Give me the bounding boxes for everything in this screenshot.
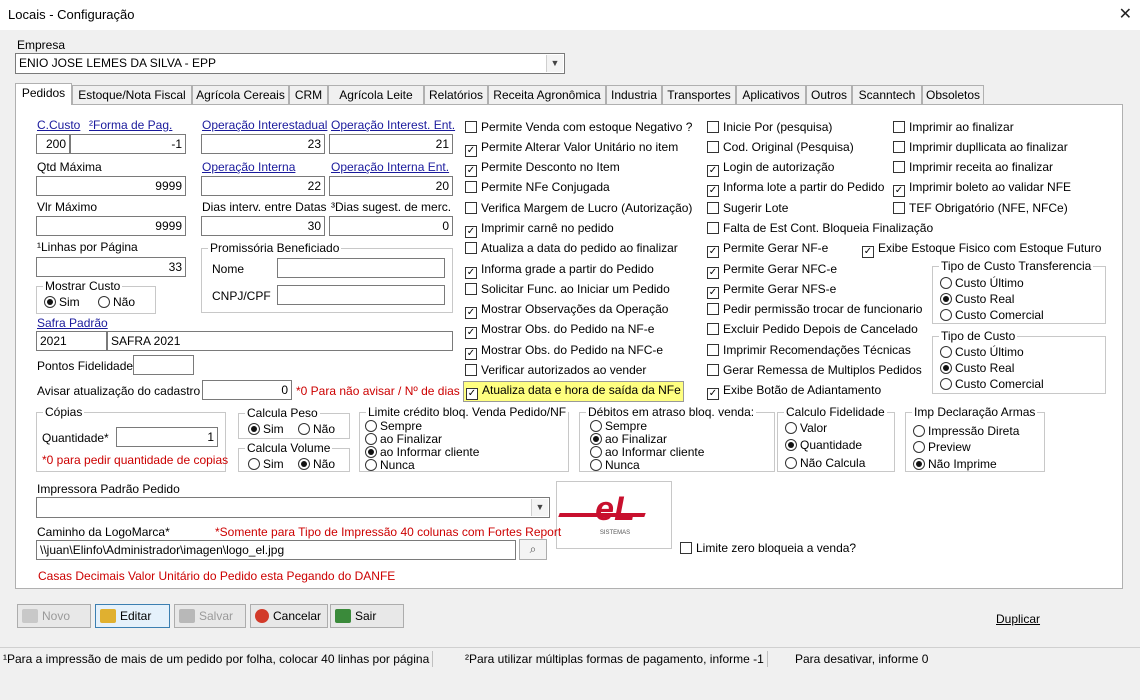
radio-on-icon [913,458,925,470]
checkbox-unchecked-icon [707,364,719,376]
checkbox-unchecked-icon [707,323,719,335]
radio-on-icon [248,423,260,435]
promissoria-cnpj-input[interactable] [277,285,445,305]
check-atualiza-data-pedido[interactable]: Atualiza a data do pedido ao finalizar [465,241,678,256]
check-inicie-por[interactable]: Inicie Por (pesquisa) [707,120,832,135]
check-excluir-pedido[interactable]: Excluir Pedido Depois de Cancelado [707,322,918,337]
check-obs-nfce[interactable]: ✓ Mostrar Obs. do Pedido na NFC-e [466,343,664,359]
logo-preview [556,481,672,549]
tab-scanntech[interactable]: Scanntech [852,85,922,104]
avisar-label: Avisar atualização do cadastro [37,384,201,398]
check-informa-lote[interactable]: ✓ Informa lote a partir do Pedido [708,180,885,196]
tab-aplicativos[interactable]: Aplicativos [736,85,806,104]
check-recomendacoes[interactable]: Imprimir Recomendações Técnicas [707,343,911,358]
calcula-volume-nao[interactable]: Não [298,457,335,472]
checkbox-unchecked-icon [893,141,905,153]
op-interna-label[interactable]: Operação Interna [202,160,296,174]
imp-declaracao-preview[interactable]: Preview [913,440,971,455]
op-interestadual-label[interactable]: Operação Interestadual [202,118,328,132]
check-estoque-fisico-futuro[interactable]: ✓ Exibe Estoque Fisico com Estoque Futuro [863,241,1102,257]
window-title: Locais - Configuração [8,7,135,22]
mostrar-custo-nao[interactable]: Não [98,295,135,310]
tab-pedidos[interactable]: Pedidos [15,83,72,105]
checkbox-unchecked-icon [465,283,477,295]
salvar-button[interactable]: Salvar [174,604,246,628]
checkbox-checked-icon: ✓ [708,267,718,278]
c-custo-input[interactable]: 200 [36,134,70,154]
imp-declaracao-title: Imp Declaração Armas [914,405,1036,419]
tab-agricola-cereais[interactable]: Agrícola Cereais [192,85,289,104]
chevron-down-icon[interactable]: ▼ [531,499,548,516]
avisar-input[interactable]: 0 [202,380,292,400]
checkbox-unchecked-icon [893,202,905,214]
radio-on-icon [298,458,310,470]
checkbox-unchecked-icon [893,121,905,133]
radio-off-icon [365,459,377,471]
dias-interv-input[interactable]: 30 [201,216,325,236]
op-interest-ent-label[interactable]: Operação Interest. Ent. [331,118,456,132]
debitos-atraso-title: Débitos em atraso bloq. venda: [588,405,755,419]
radio-on-icon [365,446,377,458]
checkbox-checked-icon: ✓ [708,246,718,257]
logo-subtext: SISTEMAS [599,530,631,536]
radio-off-icon [365,420,377,432]
tab-industria[interactable]: Industria [606,85,662,104]
radio-off-icon [248,458,260,470]
exit-icon [335,609,351,623]
empresa-select[interactable] [15,53,565,74]
checkbox-unchecked-icon [465,181,477,193]
debitos-atraso-nunca[interactable]: Nunca [590,458,640,473]
forma-pag-label[interactable]: ²Forma de Pag. [89,118,173,132]
title-bar [0,0,1140,30]
tipo-custo-real[interactable]: Custo Real [940,361,1014,376]
op-interna-ent-label[interactable]: Operação Interna Ent. [331,160,450,174]
vlr-maximo-label: Vlr Máximo [37,200,98,214]
op-interna-input[interactable]: 22 [201,176,325,196]
check-mostrar-observacoes[interactable]: ✓ Mostrar Observações da Operação [466,302,669,318]
checkbox-unchecked-icon [680,542,692,554]
check-venda-estoque-negativo[interactable]: Permite Venda com estoque Negativo ? [465,120,692,135]
calcula-volume-sim[interactable]: Sim [248,457,284,472]
checkbox-checked-icon: ✓ [466,267,476,278]
check-remessa-multiplos[interactable]: Gerar Remessa de Multiplos Pedidos [707,363,922,378]
check-imprimir-finalizar[interactable]: Imprimir ao finalizar [893,120,1014,135]
logo-text: eL [595,490,635,528]
safra-code-input[interactable]: 2021 [36,331,107,351]
vlr-maximo-input[interactable]: 9999 [36,216,186,236]
checkbox-checked-icon: ✓ [466,348,476,359]
status-linhas: ¹Para a impressão de mais de um pedido por folha, colocar 40 linhas por página [0,651,433,667]
checkbox-checked-icon: ✓ [466,226,476,237]
radio-off-icon [98,296,110,308]
copias-quantidade-input[interactable]: 1 [116,427,218,447]
radio-on-icon [785,439,797,451]
limite-credito-informar[interactable]: ao Informar cliente [365,445,479,460]
check-tef-obrigatorio[interactable]: TEF Obrigatório (NFE, NFCe) [893,201,1068,216]
tab-receita-agronomica[interactable]: Receita Agronômica [488,85,606,104]
checkbox-checked-icon: ✓ [467,388,477,399]
tab-outros[interactable]: Outros [806,85,852,104]
checkbox-checked-icon: ✓ [708,185,718,196]
calculo-fidelidade-title: Calculo Fidelidade [786,405,885,419]
tipo-custo-title: Tipo de Custo [941,329,1016,343]
checkbox-checked-icon: ✓ [894,185,904,196]
check-falta-estoque[interactable]: Falta de Est Cont. Bloqueia Finalização [707,221,933,236]
checkbox-checked-icon: ✓ [708,388,718,399]
radio-on-icon [590,433,602,445]
sair-button[interactable]: Sair [330,604,404,628]
checkbox-unchecked-icon [707,222,719,234]
tab-transportes[interactable]: Transportes [662,85,736,104]
checkbox-unchecked-icon [465,121,477,133]
check-sugerir-lote[interactable]: Sugerir Lote [707,201,788,216]
linhas-pagina-label: ¹Linhas por Página [37,240,138,254]
radio-off-icon [590,420,602,432]
checkbox-checked-icon: ✓ [466,307,476,318]
debitos-atraso-sempre[interactable]: Sempre [590,419,647,434]
radio-off-icon [913,425,925,437]
radio-off-icon [940,346,952,358]
radio-off-icon [940,309,952,321]
op-interest-ent-input[interactable]: 21 [329,134,453,154]
logomarca-path-input[interactable]: \\juan\Elinfo\Administrador\imagen\logo_el.jpg [36,540,516,560]
radio-off-icon [590,459,602,471]
check-gerar-nfse[interactable]: ✓ Permite Gerar NFS-e [708,282,837,298]
imp-declaracao-nao-imprime[interactable]: Não Imprime [913,457,997,472]
edit-icon [100,609,116,623]
check-solicitar-func[interactable]: Solicitar Func. ao Iniciar um Pedido [465,282,670,297]
save-icon [179,609,195,623]
empresa-label: Empresa [17,38,66,52]
logo-el-icon [557,482,671,548]
editar-button[interactable]: Editar [95,604,170,628]
status-bar [0,647,1140,670]
check-informa-grade[interactable]: ✓ Informa grade a partir do Pedido [466,262,654,278]
check-botao-adiantamento[interactable]: ✓ Exibe Botão de Adiantamento [708,383,882,399]
calcula-peso-title: Calcula Peso [247,406,318,420]
novo-button[interactable]: Novo [17,604,91,628]
check-permissao-funcionario[interactable]: Pedir permissão trocar de funcionario [707,302,922,317]
mostrar-custo-title: Mostrar Custo [45,279,121,293]
check-imprimir-receita[interactable]: Imprimir receita ao finalizar [893,160,1053,175]
checkbox-checked-icon: ✓ [466,145,476,156]
forma-pag-input[interactable]: -1 [70,134,186,154]
checkbox-checked-icon: ✓ [708,287,718,298]
imp-declaracao-direta[interactable]: Impressão Direta [913,424,1019,439]
radio-off-icon [940,277,952,289]
copias-title: Cópias [45,405,83,419]
check-login-autorizacao[interactable]: ✓ Login de autorização [708,160,835,176]
limite-credito-finalizar[interactable]: ao Finalizar [365,432,442,447]
calculo-fidelidade-quantidade[interactable]: Quantidade [785,438,862,453]
new-doc-icon [22,609,38,623]
mostrar-custo-sim[interactable]: Sim [44,295,80,310]
copias-quantidade-label: Quantidade* [42,431,109,445]
checkbox-unchecked-icon [465,364,477,376]
limite-credito-sempre[interactable]: Sempre [365,419,422,434]
check-imprimir-carne[interactable]: ✓ Imprimir carnê no pedido [466,221,614,237]
op-interna-ent-input[interactable]: 20 [329,176,453,196]
limite-credito-nunca[interactable]: Nunca [365,458,415,473]
calcula-peso-nao[interactable]: Não [298,422,335,437]
radio-off-icon [298,423,310,435]
radio-on-icon [940,362,952,374]
tab-relatorios[interactable]: Relatórios [424,85,488,104]
status-desativar: Para desativar, informe 0 [795,652,929,666]
check-atualiza-data-saida-nfe[interactable]: ✓ Atualiza data e hora de saída da NFe [463,381,684,402]
checkbox-unchecked-icon [707,202,719,214]
check-cod-original[interactable]: Cod. Original (Pesquisa) [707,140,854,155]
calcula-peso-sim[interactable]: Sim [248,422,284,437]
check-alterar-valor-unitario[interactable]: ✓ Permite Alterar Valor Unitário no item [466,140,679,156]
checkbox-unchecked-icon [465,202,477,214]
tipo-custo-transf-title: Tipo de Custo Transferencia [941,259,1092,273]
tab-crm[interactable]: CRM [289,85,328,104]
checkbox-unchecked-icon [707,344,719,356]
checkbox-checked-icon: ✓ [466,165,476,176]
dias-sugest-input[interactable]: 0 [329,216,453,236]
tipo-custo-transf-ultimo[interactable]: Custo Último [940,276,1024,291]
status-formas-pagamento: ²Para utilizar múltiplas formas de pagamento, informe -1 [462,651,768,667]
checkbox-unchecked-icon [893,161,905,173]
search-icon[interactable]: ⌕ [519,539,547,560]
radio-off-icon [785,422,797,434]
duplicar-link[interactable]: Duplicar [996,612,1041,626]
calcula-volume-title: Calcula Volume [247,441,331,455]
cancel-icon [255,609,269,623]
checkbox-checked-icon: ✓ [466,327,476,338]
avisar-note: *0 Para não avisar / Nº de dias [296,384,460,398]
promissoria-nome-label: Nome [212,262,245,276]
debitos-atraso-informar[interactable]: ao Informar cliente [590,445,704,460]
radio-on-icon [44,296,56,308]
radio-off-icon [785,457,797,469]
check-limite-zero[interactable]: Limite zero bloqueia a venda? [680,541,856,556]
radio-off-icon [940,378,952,390]
chevron-down-icon[interactable]: ▼ [546,55,563,72]
check-margem-lucro[interactable]: Verifica Margem de Lucro (Autorização) [465,201,692,216]
casas-decimais-note: Casas Decimais Valor Unitário do Pedido esta Pegando do DANFE [38,569,396,583]
radio-off-icon [590,446,602,458]
calculo-fidelidade-valor[interactable]: Valor [785,421,827,436]
check-nfe-conjugada[interactable]: Permite NFe Conjugada [465,180,610,195]
promissoria-nome-input[interactable] [277,258,445,278]
safra-label[interactable]: Safra Padrão [37,316,108,330]
dias-interv-label: Dias interv. entre Datas [202,200,327,214]
tab-obsoletos[interactable]: Obsoletos [922,85,984,104]
tab-agricola-leite[interactable]: Agrícola Leite [328,85,424,104]
check-gerar-nfce[interactable]: ✓ Permite Gerar NFC-e [708,262,838,278]
tipo-custo-ultimo[interactable]: Custo Último [940,345,1024,360]
checkbox-unchecked-icon [707,303,719,315]
close-icon[interactable]: ✕ [1118,6,1132,23]
c-custo-label[interactable]: C.Custo [37,118,81,132]
limite-credito-title: Limite crédito bloq. Venda Pedido/NF [368,405,567,419]
logomarca-note: *Somente para Tipo de Impressão 40 colunas com Fortes Report [215,525,562,539]
impressora-select[interactable] [36,497,550,518]
qtd-maxima-input[interactable]: 9999 [36,176,186,196]
check-imprimir-duplicata[interactable]: Imprimir dupllicata ao finalizar [893,140,1068,155]
debitos-atraso-finalizar[interactable]: ao Finalizar [590,432,667,447]
copias-note: *0 para pedir quantidade de copias [42,453,229,467]
check-obs-nfe[interactable]: ✓ Mostrar Obs. do Pedido na NF-e [466,322,655,338]
promissoria-cnpj-label: CNPJ/CPF [212,289,271,303]
check-desconto-item[interactable]: ✓ Permite Desconto no Item [466,160,620,176]
logomarca-label: Caminho da LogoMarca* [37,525,170,539]
safra-name-input[interactable]: SAFRA 2021 [107,331,453,351]
checkbox-unchecked-icon [707,141,719,153]
checkbox-unchecked-icon [465,242,477,254]
check-verificar-autorizados[interactable]: Verificar autorizados ao vender [465,363,646,378]
impressora-label: Impressora Padrão Pedido [37,482,180,496]
radio-off-icon [913,441,925,453]
qtd-maxima-label: Qtd Máxima [37,160,102,174]
radio-off-icon [365,433,377,445]
linhas-pagina-input[interactable]: 33 [36,257,186,277]
empresa-value: ENIO JOSE LEMES DA SILVA - EPP [19,56,216,70]
tipo-custo-comercial[interactable]: Custo Comercial [940,377,1044,392]
check-imprimir-boleto[interactable]: ✓ Imprimir boleto ao validar NFE [894,180,1072,196]
check-gerar-nfe[interactable]: ✓ Permite Gerar NF-e [708,241,829,257]
checkbox-unchecked-icon [707,121,719,133]
tab-estoque-nota-fiscal[interactable]: Estoque/Nota Fiscal [72,85,192,104]
radio-on-icon [940,293,952,305]
cancelar-button[interactable]: Cancelar [250,604,328,628]
op-interestadual-input[interactable]: 23 [201,134,325,154]
tipo-custo-transf-comercial[interactable]: Custo Comercial [940,308,1044,323]
checkbox-checked-icon: ✓ [863,246,873,257]
calculo-fidelidade-nao-calcula[interactable]: Não Calcula [785,456,865,471]
pontos-fidelidade-label: Pontos Fidelidade [37,359,134,373]
checkbox-checked-icon: ✓ [708,165,718,176]
dias-sugest-label: ³Dias sugest. de merc. [331,200,452,214]
tipo-custo-transf-real[interactable]: Custo Real [940,292,1014,307]
pontos-fidelidade-input[interactable] [133,355,194,375]
promissoria-title: Promissória Beneficiado [210,241,340,255]
